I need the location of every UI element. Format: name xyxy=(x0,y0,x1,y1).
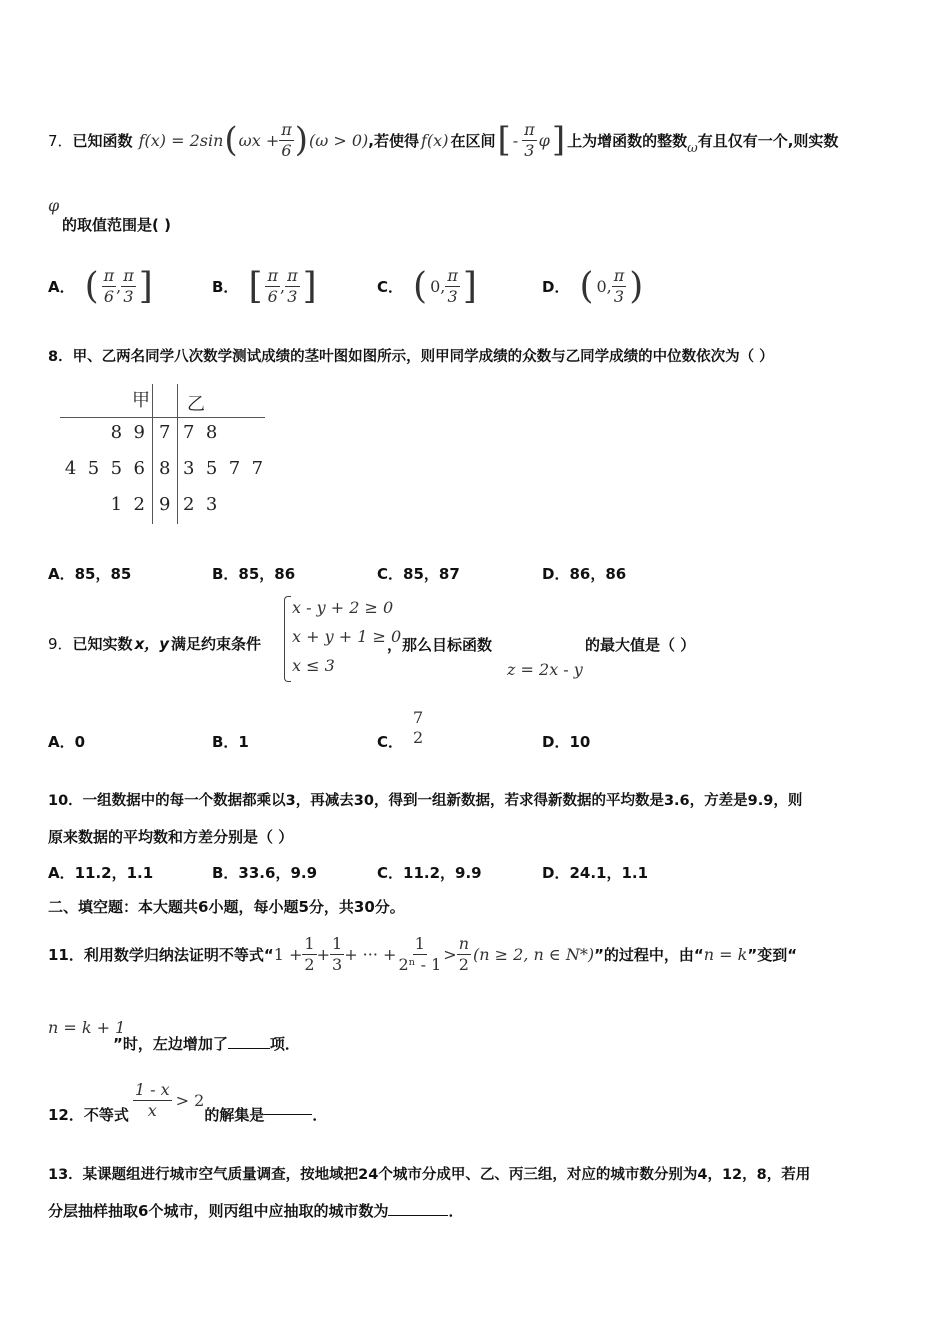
q9-objective: z = 2x - y xyxy=(507,660,583,679)
q11-text-1: 11．利用数学归纳法证明不等式“ xyxy=(48,945,274,964)
stem-leaf-horizontal-line xyxy=(60,417,265,418)
q11-dots: + ··· + xyxy=(344,944,397,964)
q7-option-d[interactable] xyxy=(542,262,643,310)
q7-minus: - xyxy=(512,130,519,150)
stem-leaf-row3-stem: 9 xyxy=(159,494,171,515)
q11-text-5: 项． xyxy=(269,1035,300,1053)
q10-option-c[interactable]: C．11.2，9.9 xyxy=(377,864,482,882)
q9-constraint-2: x + y + 1 ≥ 0 xyxy=(292,627,402,646)
q13-line2 xyxy=(48,1200,463,1221)
q11-line2 xyxy=(113,1033,300,1054)
q10-option-d[interactable]: D．24.1，1.1 xyxy=(542,864,649,882)
q11-gt: > xyxy=(443,944,457,964)
q7-line2: 的取值范围是( ) xyxy=(62,216,171,234)
q11-text-2: ”的过程中，由“ xyxy=(594,945,704,964)
q7-option-c-zero: 0, xyxy=(430,276,446,296)
q12-text-1: 12．不等式 xyxy=(48,1105,129,1124)
q9-text-3: ，那么目标函数 xyxy=(387,636,493,654)
q7-pi: π xyxy=(281,119,292,139)
q11-frac-pow: $\frac{1}{\text{2ⁿ - 1}}$ xyxy=(398,933,442,974)
q11-condition: (n ≥ 2, n ∈ N*) xyxy=(473,944,595,964)
q7-option-c-close: ] xyxy=(462,265,477,307)
q12-frac: $\frac{1 - x}{x}$ xyxy=(134,1079,170,1120)
q11-line1 xyxy=(48,924,797,984)
q7-interval-phi: φ xyxy=(538,130,550,150)
q7-three: 3 xyxy=(524,140,535,160)
q7-option-a-close: ] xyxy=(138,265,153,307)
q9-text-4: 的最大值是（ ） xyxy=(585,636,696,654)
q7-inner: ωx + xyxy=(238,130,280,150)
q7-option-b-frac1: $\frac{\pi}{6}$ xyxy=(267,265,278,306)
q7-option-a-comma: , xyxy=(116,276,122,296)
q7-pi-over-3 xyxy=(522,119,537,160)
stem-leaf-row1-left: 8 9 xyxy=(110,422,145,443)
q8-text: 8．甲、乙两名同学八次数学测试成绩的茎叶图如图所示，则甲同学成绩的众数与乙同学成绩的中位数依次为（ ） xyxy=(48,349,774,365)
stem-leaf-row1-stem: 7 xyxy=(159,422,171,443)
q13-text: 分层抽样抽取6个城市，则丙组中应抽取的城市数为 xyxy=(48,1202,389,1220)
q7-pi-over-6 xyxy=(279,119,294,160)
q11-text-3: ”变到“ xyxy=(747,945,798,964)
q9-option-d[interactable]: D．10 xyxy=(542,733,591,751)
q7-option-d-frac: $\frac{\pi}{3}$ xyxy=(613,265,625,306)
q7-paren-close: ) xyxy=(294,120,308,160)
q10-option-a[interactable]: A．11.2，1.1 xyxy=(48,864,154,882)
stem-leaf-row2-stem: 8 xyxy=(159,458,171,479)
q7-option-b[interactable] xyxy=(212,262,317,310)
q7-omega: ω xyxy=(687,140,698,156)
q11-one: 1 + xyxy=(273,944,303,964)
q7-option-a-open: ( xyxy=(84,265,99,307)
q9-option-b[interactable]: B．1 xyxy=(212,733,249,751)
q12-text-2: 的解集是 xyxy=(204,1105,265,1124)
q9-text-2: 满足约束条件 xyxy=(171,635,262,653)
q7-fx: f(x) xyxy=(421,130,449,150)
q9-line xyxy=(48,633,261,654)
stem-leaf-vline-right xyxy=(177,384,178,524)
stem-leaf-row3-left: 1 2 xyxy=(110,494,145,515)
q11-plus: + xyxy=(316,944,330,964)
q7-six: 6 xyxy=(281,140,292,160)
q7-text-4: 上为增函数的整数 xyxy=(567,131,688,150)
q7-option-b-close: ] xyxy=(302,265,317,307)
q7-phi-symbol: φ xyxy=(48,196,60,215)
q7-line1 xyxy=(48,100,838,180)
q7-option-a-frac1: $\frac{\pi}{6}$ xyxy=(103,265,115,306)
q11-n-eq-k-plus-1: n = k + 1 xyxy=(48,1018,126,1037)
q10-option-b[interactable]: B．33.6，9.9 xyxy=(212,864,318,882)
stem-leaf-row2-right: 3 5 7 7 xyxy=(183,458,264,479)
q11-frac-half: $\frac{1}{2}$ xyxy=(304,933,315,974)
q7-option-b-comma: , xyxy=(280,276,286,296)
q9-constraint-3: x ≤ 3 xyxy=(292,656,335,675)
q11-text-4: ”时，左边增加了 xyxy=(113,1035,228,1053)
q7-bracket-close: ] xyxy=(551,120,566,160)
q7-condition: (ω > 0) xyxy=(309,130,369,150)
q11-frac-third: $\frac{1}{3}$ xyxy=(332,933,343,974)
q9-option-a[interactable]: A．0 xyxy=(48,733,86,751)
q9-option-c[interactable] xyxy=(377,705,425,751)
q7-text-1: 已知函数 xyxy=(72,131,133,150)
q7-text-3: 在区间 xyxy=(450,131,496,150)
q7-option-d-zero: 0, xyxy=(596,276,612,296)
q7-option-d-open: ( xyxy=(579,265,594,307)
q7-option-c-frac: $\frac{\pi}{3}$ xyxy=(447,265,458,306)
section-2-heading: 二、填空题：本大题共6小题，每小题5分，共30分。 xyxy=(48,898,405,916)
q9-option-c-label: C． xyxy=(377,732,404,751)
q7-option-c-open: ( xyxy=(413,265,428,307)
q7-option-b-open: [ xyxy=(248,265,263,307)
q9-option-c-frac: 7 2 xyxy=(413,708,424,747)
q8-option-b[interactable]: B．85，86 xyxy=(212,565,296,583)
q12-text-3: ． xyxy=(312,1105,328,1124)
q10-line2: 原来数据的平均数和方差分别是（ ） xyxy=(48,828,294,846)
q13-line1: 13．某课题组进行城市空气质量调查，按地域把24个城市分成甲、乙、丙三组，对应的城市数分别为4，12，8，若用 xyxy=(48,1167,811,1183)
stem-leaf-row3-right: 2 3 xyxy=(183,494,218,515)
stem-leaf-header-yi: 乙 xyxy=(187,394,205,415)
q8-option-a[interactable]: A．85，85 xyxy=(48,565,132,583)
q9-text-1: 已知实数 xyxy=(72,635,133,653)
q7-option-a-frac2: $\frac{\pi}{3}$ xyxy=(123,265,134,306)
stem-leaf-row1-right: 7 8 xyxy=(183,422,218,443)
q7-option-a[interactable] xyxy=(48,262,153,310)
q7-text-5: 有且仅有一个,则实数 xyxy=(697,131,839,150)
q9-constraint-brace xyxy=(284,596,291,682)
q11-n-eq-k: n = k xyxy=(703,944,748,964)
q10-line1: 10．一组数据中的每一个数据都乘以3，再减去30，得到一组新数据，若求得新数据的平均数是3.6，方差是9.9，则 xyxy=(48,793,803,809)
q7-text-2: ,若使得 xyxy=(368,131,419,150)
q7-option-d-label: D． xyxy=(542,277,570,296)
q7-option-b-label: B． xyxy=(212,277,239,296)
stem-leaf-vline-left xyxy=(152,384,153,524)
q7-bracket-open: [ xyxy=(497,120,511,160)
q9-xy: x，y xyxy=(134,635,170,653)
q7-option-d-close: ) xyxy=(629,265,644,307)
q8-option-d[interactable]: D．86，86 xyxy=(542,565,627,583)
q13-end: ． xyxy=(448,1202,464,1220)
q12-line xyxy=(48,1074,327,1126)
q7-option-a-label: A． xyxy=(48,277,75,296)
q11-blank[interactable] xyxy=(228,1048,270,1049)
q9-number: 9． xyxy=(48,635,73,653)
q7-f-expr: f(x) = 2sin xyxy=(138,130,224,150)
q7-option-b-frac2: $\frac{\pi}{3}$ xyxy=(287,265,298,306)
q7-option-c-label: C． xyxy=(377,277,404,296)
stem-leaf-plot xyxy=(50,380,270,530)
q7-number: 7． xyxy=(48,131,73,150)
q9-constraint-1: x - y + 2 ≥ 0 xyxy=(292,598,394,617)
stem-leaf-row2-left: 4 5 5 6 xyxy=(64,458,145,479)
q11-frac-n-half: $\frac{n}{2}$ xyxy=(458,933,470,974)
stem-leaf-header-jia: 甲 xyxy=(132,390,150,411)
q13-blank[interactable] xyxy=(388,1215,448,1216)
q7-option-c[interactable] xyxy=(377,262,477,310)
q7-pi-2: π xyxy=(524,119,535,139)
q8-option-c[interactable]: C．85，87 xyxy=(377,565,460,583)
q12-blank[interactable] xyxy=(264,1114,312,1115)
q12-gt: > 2 xyxy=(175,1090,205,1110)
q7-paren-open: ( xyxy=(224,120,238,160)
